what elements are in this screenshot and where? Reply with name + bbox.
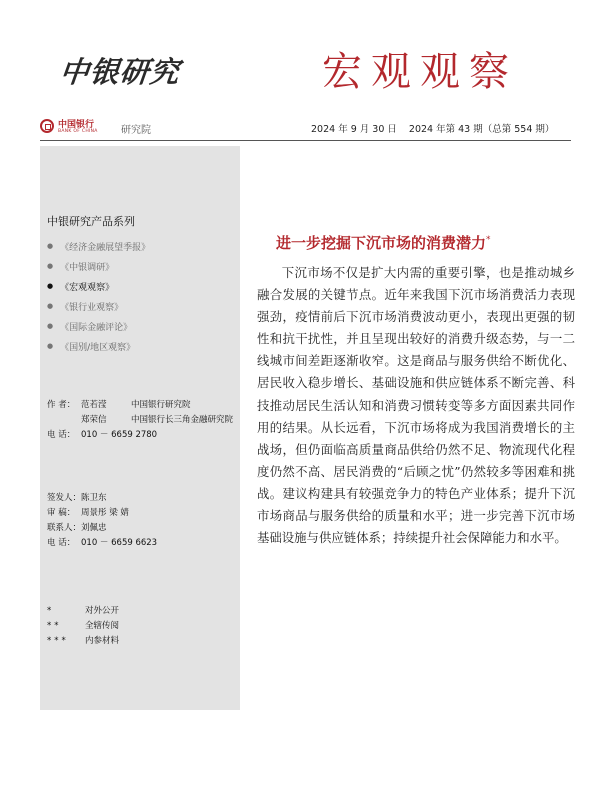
contact-phone: 010 － 6659 6623 xyxy=(81,538,158,548)
article-abstract: 下沉市场不仅是扩大内需的重要引擎，也是推动城乡融合发展的关键节点。近年来我国下沉市场消费活力表现强劲，疫情前后下沉市场消费波动更小，表现出更强的韧性和抗干扰性，并且呈现出较好的消费升级态势，与一二线城市间差距逐渐收窄。这是商品与服务供给不断优化、居民收入稳步增长、基础设施和供应链体系不断完善、科技推动居民生活认知和消费习惯转变等多方面因素共同作用的结果。从长远看，下沉市场将成为我国消费增长的主战场，但仍面临高质量商品供给仍然不足、物流现代化程度仍然不高、居民消费的“后顾之忧”仍然较多等困难和挑战。建议构建具有较强竞争力的特色产业体系；提升下沉市场商品与服务供给的质量和水平；进一步完善下沉市场基础设施与供应链体系；持续提升社会保障能力和水平。 xyxy=(257,265,575,546)
approval-block xyxy=(47,491,157,551)
distribution-levels xyxy=(47,604,119,649)
article-title: 进一步挖掘下沉市场的消费潜力* xyxy=(276,234,491,252)
institute-label: 研究院 xyxy=(121,125,151,136)
phone-label: 电 话： xyxy=(47,538,76,548)
author-block xyxy=(47,398,233,443)
publish-date: 2024 年 9 月 30 日 xyxy=(311,124,397,135)
logo-english-name: BANK OF CHINA xyxy=(58,129,98,134)
distribution-stars: ** xyxy=(47,621,62,631)
phone-label: 电 话： xyxy=(47,430,76,440)
reviewer-label: 审 稿： xyxy=(47,508,76,518)
signer-label: 签发人： xyxy=(47,493,82,503)
author-org: 中国银行长三角金融研究院 xyxy=(131,415,234,425)
issue-number: 2024 年第 43 期（总第 554 期） xyxy=(408,124,555,135)
bullet-icon: ● xyxy=(47,262,54,270)
product-item: ● 《经济金融展望季报》 xyxy=(47,242,151,253)
bullet-icon: ● xyxy=(47,322,54,330)
distribution-label: 内参材料 xyxy=(85,636,120,646)
series-title: 宏观观察 xyxy=(322,49,518,95)
author-phone: 010 － 6659 2780 xyxy=(81,430,158,440)
bullet-icon: ● xyxy=(47,342,54,350)
issue-info xyxy=(311,121,554,135)
product-item-current: ● 《宏观观察》 xyxy=(47,282,115,293)
product-item: ● 《国别/地区观察》 xyxy=(47,342,136,353)
distribution-label: 对外公开 xyxy=(85,606,120,616)
distribution-label: 全辖传阅 xyxy=(85,621,120,631)
bullet-icon: ● xyxy=(47,302,54,310)
product-item: ● 《中银调研》 xyxy=(47,262,115,273)
author-label: 作 者： xyxy=(47,400,76,410)
author-name: 范若滢 xyxy=(81,400,107,410)
sidebar-heading: 中银研究产品系列 xyxy=(47,215,135,228)
bullet-icon: ● xyxy=(47,282,54,290)
product-series-list xyxy=(47,236,150,356)
signer-name: 陈卫东 xyxy=(81,493,107,503)
bullet-icon: ● xyxy=(47,242,54,250)
author-org: 中国银行研究院 xyxy=(131,400,191,410)
reviewer-names: 周景彤 梁 婧 xyxy=(81,508,129,518)
contact-name: 刘佩忠 xyxy=(81,523,107,533)
logo-chinese-name: 中国银行 xyxy=(58,120,95,130)
footnote-marker: * xyxy=(486,235,491,245)
distribution-stars: * xyxy=(47,606,55,616)
bank-of-china-logo-icon xyxy=(40,119,54,133)
contact-label: 联系人： xyxy=(47,523,82,533)
distribution-stars: *** xyxy=(47,636,69,646)
product-item: ● 《国际金融评论》 xyxy=(47,322,133,333)
author-name: 郑荣信 xyxy=(81,415,107,425)
brand-wordmark: 中银研究 xyxy=(58,55,182,89)
header-divider xyxy=(40,140,571,141)
product-item: ● 《银行业观察》 xyxy=(47,302,124,313)
